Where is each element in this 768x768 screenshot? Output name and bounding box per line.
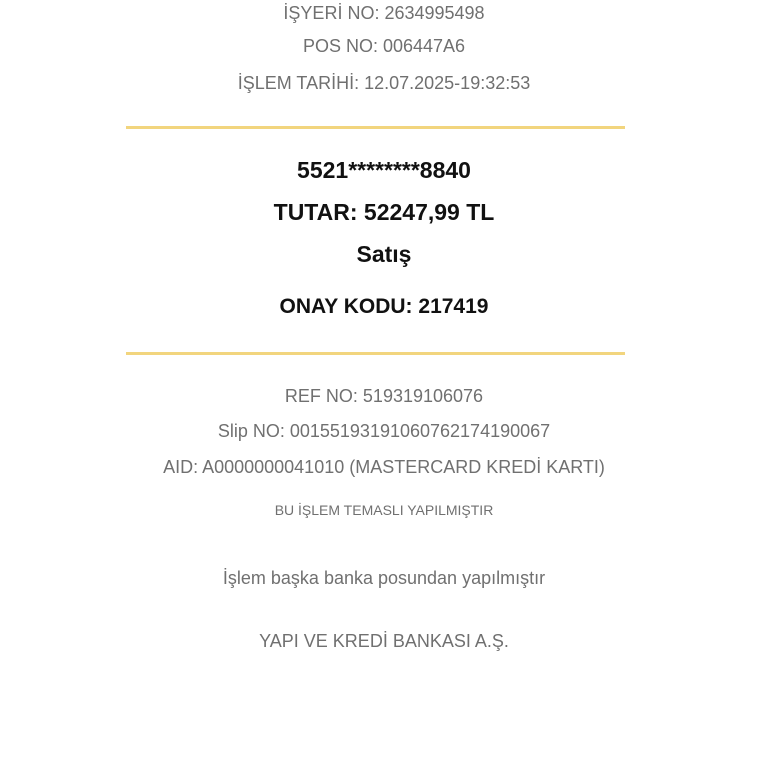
contactless-note: BU İŞLEM TEMASLI YAPILMIŞTIR: [274, 502, 494, 518]
aid: AID: A0000000041010 (MASTERCARD KREDİ KARTI): [163, 457, 605, 477]
bank-name: YAPI VE KREDİ BANKASI A.Ş.: [259, 631, 509, 651]
transaction-date: İŞLEM TARİHİ: 12.07.2025-19:32:53: [237, 73, 531, 93]
bottom-divider: [126, 352, 625, 355]
ref-number: REF NO: 519319106076: [284, 386, 484, 406]
other-bank-note: İşlem başka banka posundan yapılmıştır: [222, 568, 546, 588]
approval-code: ONAY KODU: 217419: [279, 295, 489, 318]
top-divider: [126, 126, 625, 129]
card-number: 5521********8840: [297, 157, 471, 183]
merchant-number: İŞYERİ NO: 2634995498: [283, 3, 485, 23]
amount: TUTAR: 52247,99 TL: [273, 199, 495, 225]
transaction-type: Satış: [356, 241, 412, 267]
slip-number: Slip NO: 00155193191060762174190067: [217, 421, 551, 441]
pos-number: POS NO: 006447A6: [302, 36, 466, 56]
